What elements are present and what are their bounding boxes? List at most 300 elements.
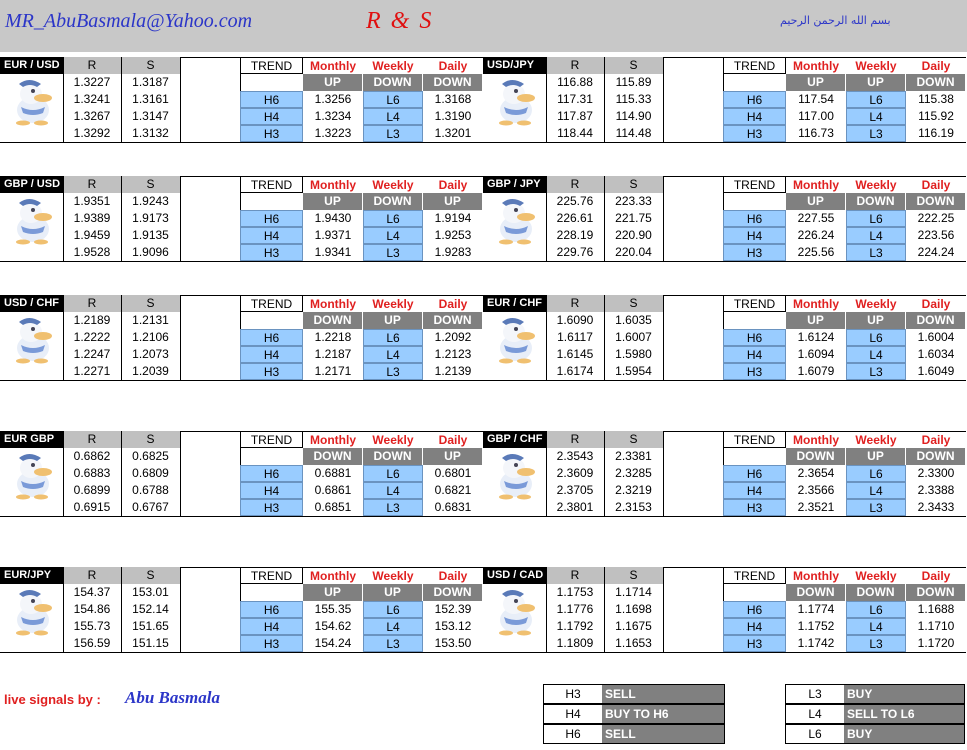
resistance-value: 1.1792	[556, 619, 594, 633]
resistance-value: 1.6174	[556, 364, 594, 378]
h4-value: 0.6861	[314, 483, 352, 497]
l4-label: L4	[363, 108, 423, 125]
l6-value: 1.1688	[917, 602, 955, 616]
pair-name: GBP / CHF	[483, 431, 546, 448]
legend-level: H3	[544, 685, 602, 703]
grid-line	[546, 567, 547, 652]
h3-value: 1.9341	[314, 245, 352, 259]
daily-header: Daily	[906, 57, 966, 74]
monthly-header: Monthly	[303, 567, 363, 584]
pair-name: EUR GBP	[0, 431, 63, 448]
grid-line	[604, 176, 605, 261]
l4-label: L4	[846, 227, 906, 244]
weekly-trend-value: DOWN	[363, 193, 423, 210]
grid-line	[121, 176, 122, 261]
l4-label: L4	[363, 227, 423, 244]
resistance-value: 155.73	[73, 619, 111, 633]
s-header: S	[121, 295, 180, 312]
support-value: 1.2106	[132, 330, 169, 344]
l6-label: L6	[846, 329, 906, 346]
l3-label: L3	[363, 363, 423, 380]
grid-line	[180, 567, 181, 652]
support-value: 1.1714	[615, 585, 652, 599]
email-address: MR_AbuBasmala@Yahoo.com	[5, 10, 253, 32]
l3-label: L3	[363, 125, 423, 142]
h6-label: H6	[723, 465, 786, 482]
l3-label: L3	[363, 499, 423, 516]
daily-header: Daily	[423, 295, 483, 312]
support-value: 1.9096	[132, 245, 169, 259]
legend-row	[785, 684, 965, 704]
donald-duck-icon	[486, 312, 540, 364]
monthly-trend-value: UP	[786, 74, 846, 91]
resistance-value: 1.3267	[73, 109, 111, 123]
support-value: 114.90	[615, 109, 652, 123]
trend-header: TREND	[240, 567, 303, 584]
monthly-header: Monthly	[303, 431, 363, 448]
donald-duck-icon	[486, 448, 540, 500]
support-value: 1.9243	[132, 194, 169, 208]
l3-label: L3	[846, 635, 906, 652]
grid-line	[63, 567, 64, 652]
legend-row	[543, 724, 725, 744]
grid-line	[180, 57, 181, 142]
trend-header: TREND	[240, 295, 303, 312]
legend-level: H6	[544, 725, 602, 743]
s-header: S	[604, 57, 663, 74]
support-value: 1.9135	[132, 228, 169, 242]
pair-name: EUR / USD	[0, 57, 63, 74]
monthly-trend-value: DOWN	[786, 448, 846, 465]
r-header: R	[546, 176, 604, 193]
monthly-header: Monthly	[786, 567, 846, 584]
legend-row	[543, 684, 725, 704]
monthly-trend-value: UP	[786, 312, 846, 329]
l6-value: 2.3300	[917, 466, 955, 480]
h3-value: 225.56	[797, 245, 835, 259]
grid-line	[663, 57, 664, 142]
support-value: 0.6825	[132, 449, 169, 463]
l4-label: L4	[363, 482, 423, 499]
resistance-value: 0.6915	[73, 500, 111, 514]
l3-label: L3	[846, 125, 906, 142]
legend-action: SELL	[602, 685, 724, 703]
resistance-value: 1.2271	[73, 364, 111, 378]
r-header: R	[63, 57, 121, 74]
support-value: 2.3285	[615, 466, 652, 480]
resistance-value: 154.86	[73, 602, 111, 616]
support-value: 2.3153	[615, 500, 652, 514]
s-header: S	[604, 431, 663, 448]
l6-value: 115.38	[918, 92, 954, 106]
h6-value: 117.54	[798, 92, 834, 106]
h6-label: H6	[240, 210, 303, 227]
h4-label: H4	[723, 482, 786, 499]
h4-label: H4	[240, 227, 303, 244]
l3-value: 1.9283	[434, 245, 472, 259]
l6-value: 1.2092	[434, 330, 472, 344]
trend-header: TREND	[723, 567, 786, 584]
l3-label: L3	[846, 244, 906, 261]
h3-label: H3	[723, 363, 786, 380]
l3-value: 116.19	[918, 126, 954, 140]
grid-line	[604, 295, 605, 380]
h3-value: 1.2171	[314, 364, 352, 378]
resistance-value: 154.37	[73, 585, 111, 599]
support-value: 1.6035	[615, 313, 652, 327]
support-value: 1.2131	[132, 313, 169, 327]
legend-row	[543, 704, 725, 724]
r-header: R	[546, 567, 604, 584]
legend-action: SELL TO L6	[844, 705, 964, 723]
monthly-header: Monthly	[786, 57, 846, 74]
h3-value: 116.73	[798, 126, 834, 140]
s-header: S	[121, 57, 180, 74]
resistance-value: 2.3543	[556, 449, 594, 463]
h6-label: H6	[240, 465, 303, 482]
h3-label: H3	[240, 244, 303, 261]
h3-label: H3	[240, 499, 303, 516]
resistance-value: 156.59	[73, 636, 111, 650]
pair-block	[0, 567, 483, 651]
trend-header: TREND	[723, 57, 786, 74]
h4-value: 1.2187	[314, 347, 352, 361]
monthly-header: Monthly	[786, 176, 846, 193]
legend-action: BUY	[844, 685, 964, 703]
h6-value: 1.2218	[314, 330, 352, 344]
grid-line	[483, 516, 966, 517]
support-value: 1.1653	[615, 636, 652, 650]
support-value: 1.3147	[132, 109, 169, 123]
header-bar	[0, 0, 967, 52]
resistance-value: 117.87	[557, 109, 593, 123]
support-value: 1.3161	[132, 92, 169, 106]
support-value: 220.04	[615, 245, 652, 259]
grid-line	[546, 176, 547, 261]
weekly-trend-value: UP	[846, 74, 906, 91]
weekly-header: Weekly	[846, 57, 906, 74]
l3-value: 224.24	[917, 245, 955, 259]
trend-header: TREND	[240, 176, 303, 193]
monthly-trend-value: DOWN	[303, 448, 363, 465]
grid-line	[663, 567, 664, 652]
legend-level: L3	[786, 685, 844, 703]
h6-value: 0.6881	[314, 466, 352, 480]
daily-trend-value: DOWN	[906, 193, 966, 210]
h6-label: H6	[240, 601, 303, 618]
grid-line	[604, 567, 605, 652]
legend-row	[785, 724, 965, 744]
daily-header: Daily	[423, 567, 483, 584]
r-header: R	[63, 567, 121, 584]
l4-value: 1.2123	[434, 347, 472, 361]
h3-label: H3	[240, 635, 303, 652]
support-value: 0.6809	[132, 466, 169, 480]
pair-name: EUR/JPY	[0, 567, 63, 584]
legend-action: BUY	[844, 725, 964, 743]
weekly-trend-value: UP	[363, 312, 423, 329]
r-header: R	[546, 57, 604, 74]
support-value: 223.33	[615, 194, 652, 208]
daily-trend-value: DOWN	[906, 312, 966, 329]
donald-duck-icon	[486, 584, 540, 636]
h6-value: 155.35	[314, 602, 352, 616]
h3-value: 154.24	[314, 636, 352, 650]
resistance-value: 0.6862	[73, 449, 111, 463]
weekly-header: Weekly	[363, 431, 423, 448]
grid-line	[483, 261, 966, 262]
resistance-value: 118.44	[557, 126, 593, 140]
grid-line	[121, 431, 122, 516]
monthly-trend-value: UP	[303, 74, 363, 91]
weekly-header: Weekly	[846, 567, 906, 584]
l6-label: L6	[363, 601, 423, 618]
l4-label: L4	[846, 108, 906, 125]
grid-line	[121, 567, 122, 652]
r-header: R	[546, 295, 604, 312]
daily-trend-value: UP	[423, 193, 483, 210]
support-value: 151.65	[132, 619, 169, 633]
l6-value: 222.25	[917, 211, 955, 225]
h6-value: 1.9430	[314, 211, 352, 225]
grid-line	[546, 295, 547, 380]
h4-label: H4	[240, 346, 303, 363]
weekly-trend-value: DOWN	[846, 193, 906, 210]
l4-value: 1.9253	[434, 228, 472, 242]
h6-label: H6	[723, 601, 786, 618]
donald-duck-icon	[3, 74, 57, 126]
support-value: 1.2073	[132, 347, 169, 361]
h6-label: H6	[723, 329, 786, 346]
h3-value: 1.1742	[797, 636, 835, 650]
resistance-value: 1.6145	[556, 347, 594, 361]
support-value: 221.75	[615, 211, 652, 225]
monthly-header: Monthly	[786, 295, 846, 312]
donald-duck-icon	[3, 193, 57, 245]
grid-line	[0, 652, 483, 653]
l3-value: 0.6831	[434, 500, 472, 514]
l6-label: L6	[846, 91, 906, 108]
l4-label: L4	[846, 346, 906, 363]
daily-header: Daily	[906, 567, 966, 584]
support-value: 115.33	[615, 92, 652, 106]
grid-line	[180, 295, 181, 380]
support-value: 0.6788	[132, 483, 169, 497]
grid-line	[0, 261, 483, 262]
daily-trend-value: DOWN	[423, 312, 483, 329]
h6-label: H6	[723, 91, 786, 108]
resistance-value: 1.2222	[73, 330, 111, 344]
h4-value: 117.00	[798, 109, 834, 123]
pair-block	[483, 176, 966, 260]
pair-name: USD/JPY	[483, 57, 546, 74]
l3-label: L3	[846, 363, 906, 380]
daily-header: Daily	[423, 57, 483, 74]
grid-line	[546, 57, 547, 142]
resistance-value: 116.88	[557, 75, 593, 89]
monthly-header: Monthly	[303, 295, 363, 312]
h3-value: 2.3521	[797, 500, 835, 514]
pair-block	[0, 176, 483, 260]
live-signals-label: live signals by :	[4, 692, 101, 707]
daily-trend-value: DOWN	[423, 74, 483, 91]
h4-value: 154.62	[314, 619, 352, 633]
grid-line	[663, 176, 664, 261]
grid-line	[483, 652, 966, 653]
r-header: R	[63, 295, 121, 312]
monthly-trend-value: DOWN	[786, 584, 846, 601]
support-value: 1.3132	[132, 126, 169, 140]
resistance-value: 1.9459	[73, 228, 111, 242]
support-value: 1.9173	[132, 211, 169, 225]
support-value: 2.3219	[615, 483, 652, 497]
pair-block	[483, 57, 966, 141]
h4-label: H4	[240, 482, 303, 499]
donald-duck-icon	[486, 193, 540, 245]
weekly-header: Weekly	[846, 176, 906, 193]
h4-value: 1.3234	[314, 109, 352, 123]
h3-label: H3	[723, 499, 786, 516]
support-value: 151.15	[132, 636, 169, 650]
support-value: 1.6007	[615, 330, 652, 344]
grid-line	[604, 57, 605, 142]
h4-label: H4	[723, 227, 786, 244]
resistance-value: 226.61	[556, 211, 594, 225]
weekly-header: Weekly	[363, 57, 423, 74]
resistance-value: 117.31	[557, 92, 593, 106]
pair-name: EUR / CHF	[483, 295, 546, 312]
resistance-value: 1.1753	[556, 585, 594, 599]
h4-value: 1.6094	[797, 347, 835, 361]
author-name: Abu Basmala	[125, 688, 220, 707]
resistance-value: 0.6899	[73, 483, 111, 497]
grid-line	[180, 176, 181, 261]
resistance-value: 0.6883	[73, 466, 111, 480]
h6-value: 227.55	[797, 211, 835, 225]
resistance-value: 1.9389	[73, 211, 111, 225]
l6-label: L6	[363, 465, 423, 482]
r-header: R	[546, 431, 604, 448]
l6-label: L6	[363, 210, 423, 227]
h4-label: H4	[723, 346, 786, 363]
l6-label: L6	[363, 91, 423, 108]
resistance-value: 1.1809	[556, 636, 594, 650]
l4-value: 1.1710	[917, 619, 955, 633]
monthly-trend-value: UP	[303, 193, 363, 210]
h4-label: H4	[723, 618, 786, 635]
resistance-value: 1.6117	[557, 330, 593, 344]
daily-header: Daily	[423, 176, 483, 193]
r-header: R	[63, 431, 121, 448]
h6-value: 2.3654	[797, 466, 835, 480]
daily-trend-value: UP	[423, 448, 483, 465]
daily-header: Daily	[906, 176, 966, 193]
grid-line	[180, 431, 181, 516]
donald-duck-icon	[486, 74, 540, 126]
h4-label: H4	[240, 618, 303, 635]
donald-duck-icon	[3, 312, 57, 364]
h3-label: H3	[240, 125, 303, 142]
support-value: 0.6767	[132, 500, 169, 514]
h3-value: 0.6851	[314, 500, 352, 514]
l4-value: 1.6034	[917, 347, 955, 361]
grid-line	[121, 57, 122, 142]
s-header: S	[604, 567, 663, 584]
l6-label: L6	[363, 329, 423, 346]
pair-block	[0, 431, 483, 515]
weekly-trend-value: DOWN	[363, 74, 423, 91]
h3-label: H3	[240, 363, 303, 380]
l4-value: 0.6821	[434, 483, 472, 497]
daily-header: Daily	[906, 295, 966, 312]
l4-label: L4	[846, 482, 906, 499]
pair-block	[0, 295, 483, 379]
l3-label: L3	[363, 244, 423, 261]
daily-trend-value: DOWN	[906, 448, 966, 465]
resistance-value: 1.2247	[73, 347, 111, 361]
s-header: S	[604, 295, 663, 312]
grid-line	[546, 431, 547, 516]
grid-line	[121, 295, 122, 380]
l3-value: 2.3433	[917, 500, 955, 514]
h6-label: H6	[240, 329, 303, 346]
l4-value: 153.12	[434, 619, 472, 633]
legend-action: BUY TO H6	[602, 705, 724, 723]
trend-header: TREND	[240, 57, 303, 74]
grid-line	[663, 431, 664, 516]
grid-line	[0, 380, 483, 381]
trend-header: TREND	[723, 431, 786, 448]
h4-value: 1.9371	[314, 228, 352, 242]
h6-value: 1.3256	[314, 92, 352, 106]
grid-line	[663, 295, 664, 380]
support-value: 152.14	[132, 602, 169, 616]
pair-block	[483, 567, 966, 651]
resistance-value: 225.76	[556, 194, 594, 208]
l4-label: L4	[363, 618, 423, 635]
resistance-value: 1.6090	[556, 313, 594, 327]
weekly-trend-value: DOWN	[363, 448, 423, 465]
resistance-value: 2.3705	[556, 483, 594, 497]
support-value: 220.90	[615, 228, 652, 242]
weekly-header: Weekly	[363, 567, 423, 584]
grid-line	[63, 295, 64, 380]
daily-trend-value: DOWN	[906, 74, 966, 91]
l6-label: L6	[846, 601, 906, 618]
pair-block	[0, 57, 483, 141]
weekly-header: Weekly	[846, 295, 906, 312]
legend-level: H4	[544, 705, 602, 723]
resistance-value: 1.1776	[556, 602, 594, 616]
h6-value: 1.1774	[797, 602, 835, 616]
trend-header: TREND	[240, 431, 303, 448]
resistance-value: 1.2189	[73, 313, 111, 327]
h4-label: H4	[723, 108, 786, 125]
h6-label: H6	[240, 91, 303, 108]
monthly-header: Monthly	[303, 176, 363, 193]
l6-value: 1.9194	[434, 211, 472, 225]
monthly-header: Monthly	[303, 57, 363, 74]
l6-label: L6	[846, 465, 906, 482]
support-value: 153.01	[132, 585, 169, 599]
grid-line	[604, 431, 605, 516]
grid-line	[483, 142, 966, 143]
h3-label: H3	[723, 635, 786, 652]
h3-value: 1.3223	[314, 126, 352, 140]
grid-line	[63, 176, 64, 261]
l4-label: L4	[363, 346, 423, 363]
trend-header: TREND	[723, 176, 786, 193]
